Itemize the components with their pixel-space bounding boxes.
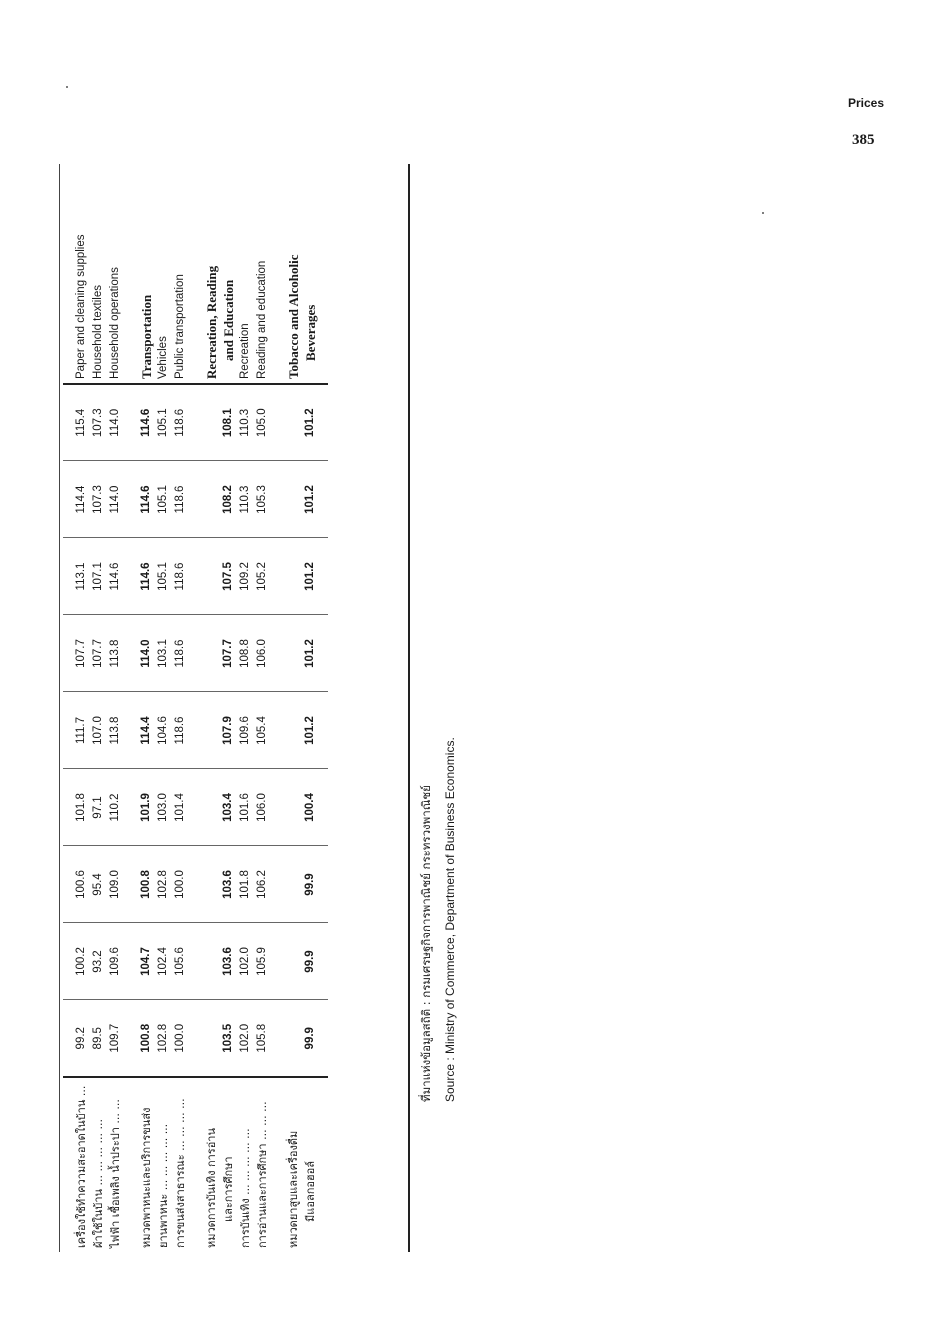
value-cell: 107.5 [220, 538, 237, 615]
value-cell: 101.8 [63, 769, 90, 846]
value-cell: 105.1 [155, 461, 172, 538]
english-label-cell: Beverages [303, 304, 318, 361]
value-cell: 102.8 [155, 846, 172, 923]
value-cell: 107.1 [90, 538, 107, 615]
value-cell [124, 461, 138, 538]
value-cell [124, 538, 138, 615]
value-cell [271, 692, 285, 769]
table-bottom-rule [408, 164, 410, 1252]
english-label-cell: Household textiles [92, 285, 104, 379]
value-cell [271, 384, 285, 461]
value-cell [124, 692, 138, 769]
value-cell: 108.2 [220, 461, 237, 538]
value-cell: 104.7 [138, 923, 155, 1000]
value-cell [271, 923, 285, 1000]
thai-label-cell: เครื่องใช้ทำความสะอาดในบ้าน ... [63, 1077, 90, 1252]
value-cell: 118.6 [172, 384, 189, 461]
value-cell: 100.8 [140, 1023, 152, 1053]
english-label-cell: Reading and education [256, 260, 268, 379]
value-cell: 103.5 [222, 1023, 234, 1053]
value-cell: 104.6 [155, 692, 172, 769]
value-cell [189, 846, 203, 923]
value-cell: 118.6 [172, 538, 189, 615]
english-label-cell: Vehicles [157, 336, 169, 379]
value-cell: 100.8 [138, 846, 155, 923]
thai-label-cell: การอ่านและการศึกษา ... ... ... [254, 1077, 271, 1252]
table-row [63, 164, 90, 1252]
english-label-cell: Recreation, Reading [204, 265, 219, 379]
value-cell: 101.2 [302, 538, 319, 615]
value-cell: 95.4 [90, 846, 107, 923]
value-cell: 97.1 [90, 769, 107, 846]
price-index-table [63, 164, 328, 1252]
thai-label-cell: และการศึกษา [220, 1077, 237, 1252]
value-cell [203, 769, 220, 846]
value-cell [319, 538, 328, 615]
value-cell [319, 769, 328, 846]
value-cell [124, 769, 138, 846]
value-cell [203, 923, 220, 1000]
english-label-cell: Paper and cleaning supplies [75, 234, 87, 379]
value-cell: 106.0 [254, 769, 271, 846]
thai-label-cell: หมวดการบันเทิง การอ่าน [203, 1077, 220, 1252]
scan-speck [762, 212, 764, 214]
value-cell [319, 384, 328, 461]
value-cell: 103.1 [155, 615, 172, 692]
value-cell [271, 538, 285, 615]
value-cell: 105.4 [254, 692, 271, 769]
table-row [285, 164, 302, 1252]
value-cell: 105.3 [254, 461, 271, 538]
value-cell [189, 923, 203, 1000]
value-cell: 102.0 [237, 923, 254, 1000]
value-cell [203, 846, 220, 923]
value-cell: 114.4 [138, 692, 155, 769]
english-label-cell [189, 164, 203, 384]
value-cell: 109.6 [107, 923, 124, 1000]
table-row [138, 164, 155, 1252]
value-cell [189, 615, 203, 692]
value-cell [319, 461, 328, 538]
page-number: 385 [852, 132, 875, 148]
value-cell: 101.2 [302, 384, 319, 461]
table-row [90, 164, 107, 1252]
scan-speck [66, 86, 68, 88]
value-cell: 113.8 [107, 615, 124, 692]
value-cell [189, 692, 203, 769]
value-cell: 107.3 [90, 384, 107, 461]
value-cell [189, 461, 203, 538]
english-label-cell [271, 164, 285, 384]
value-cell: 101.2 [302, 461, 319, 538]
value-cell [124, 1000, 138, 1077]
english-label-cell: Tobacco and Alcoholic [286, 254, 301, 379]
thai-label-cell [189, 1077, 203, 1252]
value-cell [319, 1000, 328, 1077]
rotated-table-block [63, 164, 457, 1252]
value-cell: 99.9 [302, 923, 319, 1000]
value-cell: 107.9 [220, 692, 237, 769]
value-cell [319, 692, 328, 769]
table-row [203, 164, 220, 1252]
value-cell: 102.4 [155, 923, 172, 1000]
value-cell [285, 615, 302, 692]
table-row [271, 164, 285, 1252]
table-row [237, 164, 254, 1252]
value-cell: 101.9 [138, 769, 155, 846]
value-cell: 113.8 [107, 692, 124, 769]
value-cell: 114.4 [63, 461, 90, 538]
value-cell: 101.4 [172, 769, 189, 846]
value-cell [271, 461, 285, 538]
english-label-cell [319, 164, 328, 384]
value-cell: 101.2 [302, 615, 319, 692]
value-cell [285, 923, 302, 1000]
value-cell [319, 846, 328, 923]
value-cell [203, 384, 220, 461]
value-cell: 101.2 [302, 692, 319, 769]
running-header-section: Prices [848, 96, 885, 110]
thai-label-cell: หมวดพาหนะและบริการขนส่ง [138, 1077, 155, 1252]
english-label-cell: and Education [221, 279, 236, 361]
thai-label-cell [124, 1077, 138, 1252]
table-body [63, 164, 328, 1252]
value-cell: 107.7 [220, 615, 237, 692]
value-cell [189, 384, 203, 461]
value-cell: 100.2 [63, 923, 90, 1000]
value-cell: 107.7 [90, 615, 107, 692]
value-cell: 114.6 [138, 461, 155, 538]
thai-label-cell: ผ้าใช้ในบ้าน ... ... ... ... ... [90, 1077, 107, 1252]
value-cell: 99.9 [304, 1027, 316, 1050]
value-cell [189, 538, 203, 615]
value-cell: 110.3 [237, 461, 254, 538]
value-cell [124, 615, 138, 692]
value-cell: 103.6 [220, 846, 237, 923]
value-cell: 100.6 [63, 846, 90, 923]
thai-label-cell [271, 1077, 285, 1252]
table-row [220, 164, 237, 1252]
table-row [107, 164, 124, 1252]
value-cell [124, 923, 138, 1000]
value-cell: 110.3 [237, 384, 254, 461]
value-cell: 114.0 [107, 461, 124, 538]
value-cell: 105.9 [254, 923, 271, 1000]
value-cell [271, 769, 285, 846]
value-cell: 102.0 [239, 1023, 251, 1053]
value-cell: 101.8 [237, 846, 254, 923]
value-cell: 106.2 [254, 846, 271, 923]
value-cell: 114.6 [138, 384, 155, 461]
value-cell: 118.6 [172, 615, 189, 692]
value-cell [203, 538, 220, 615]
value-cell [271, 1000, 285, 1077]
english-label-cell: Public transportation [174, 274, 186, 379]
value-cell: 100.0 [174, 1023, 186, 1053]
value-cell [285, 846, 302, 923]
value-cell: 105.1 [155, 384, 172, 461]
value-cell: 109.0 [107, 846, 124, 923]
english-label-cell: Household operations [109, 267, 121, 379]
value-cell: 110.2 [107, 769, 124, 846]
value-cell: 108.8 [237, 615, 254, 692]
table-row [302, 164, 319, 1252]
value-cell: 93.2 [90, 923, 107, 1000]
thai-label-cell: มีแอลกอฮอล์ [302, 1077, 319, 1252]
value-cell [271, 846, 285, 923]
footnote-thai-source: ที่มาแห่งข้อมูลสถิติ : กรมเศรษฐกิจการพาณิชย์ กระทรวงพาณิชย์ [419, 785, 433, 1102]
value-cell: 89.5 [92, 1027, 104, 1050]
value-cell [271, 615, 285, 692]
value-cell [285, 384, 302, 461]
thai-label-cell: ไฟฟ้า เชื้อเพลิง น้ำประปา ... ... [107, 1077, 124, 1252]
value-cell: 107.7 [63, 615, 90, 692]
english-label-cell: Recreation [239, 323, 251, 379]
value-cell: 99.9 [302, 846, 319, 923]
value-cell: 114.6 [107, 538, 124, 615]
value-cell: 114.0 [138, 615, 155, 692]
value-cell [203, 461, 220, 538]
value-cell: 106.0 [254, 615, 271, 692]
table-row [172, 164, 189, 1252]
value-cell: 107.0 [90, 692, 107, 769]
value-cell: 109.7 [109, 1023, 121, 1053]
thai-label-cell: การบันเทิง ... ... ... ... ... [237, 1077, 254, 1252]
value-cell: 113.1 [63, 538, 90, 615]
thai-label-cell: ยานพาหนะ ... ... ... ... ... [155, 1077, 172, 1252]
value-cell [319, 615, 328, 692]
value-cell: 103.6 [220, 923, 237, 1000]
value-cell: 105.8 [256, 1023, 268, 1053]
value-cell: 105.1 [155, 538, 172, 615]
value-cell [124, 846, 138, 923]
value-cell [203, 692, 220, 769]
english-label-cell [124, 164, 138, 384]
value-cell: 114.6 [138, 538, 155, 615]
value-cell: 109.2 [237, 538, 254, 615]
value-cell: 102.8 [157, 1023, 169, 1053]
value-cell [285, 692, 302, 769]
value-cell: 109.6 [237, 692, 254, 769]
value-cell: 114.0 [107, 384, 124, 461]
table-top-rule [59, 164, 60, 1252]
value-cell [285, 461, 302, 538]
value-cell: 100.4 [302, 769, 319, 846]
value-cell: 118.6 [172, 692, 189, 769]
value-cell [203, 1000, 220, 1077]
value-cell: 99.2 [75, 1027, 87, 1050]
table-row [155, 164, 172, 1252]
value-cell [203, 615, 220, 692]
value-cell [285, 769, 302, 846]
value-cell [319, 923, 328, 1000]
table-row [319, 164, 328, 1252]
value-cell [189, 769, 203, 846]
value-cell: 103.0 [155, 769, 172, 846]
value-cell: 105.0 [254, 384, 271, 461]
thai-label-cell: การขนส่งสาธารณะ ... ... ... ... [172, 1077, 189, 1252]
value-cell: 105.6 [172, 923, 189, 1000]
value-cell: 103.4 [220, 769, 237, 846]
value-cell: 100.0 [172, 846, 189, 923]
value-cell: 118.6 [172, 461, 189, 538]
thai-label-cell: หมวดยาสูบและเครื่องดื่ม [285, 1077, 302, 1252]
english-label-cell: Transportation [139, 294, 154, 379]
thai-label-cell [319, 1077, 328, 1252]
value-cell [189, 1000, 203, 1077]
value-cell: 105.2 [254, 538, 271, 615]
value-cell: 111.7 [63, 692, 90, 769]
value-cell [285, 538, 302, 615]
value-cell [124, 384, 138, 461]
value-cell [285, 1000, 302, 1077]
value-cell: 108.1 [220, 384, 237, 461]
value-cell: 101.6 [237, 769, 254, 846]
table-row [254, 164, 271, 1252]
value-cell: 115.4 [63, 384, 90, 461]
footnote-english-source: Source : Ministry of Commerce, Department of Business Economics. [443, 737, 457, 1102]
table-row [189, 164, 203, 1252]
table-row [124, 164, 138, 1252]
value-cell: 107.3 [90, 461, 107, 538]
